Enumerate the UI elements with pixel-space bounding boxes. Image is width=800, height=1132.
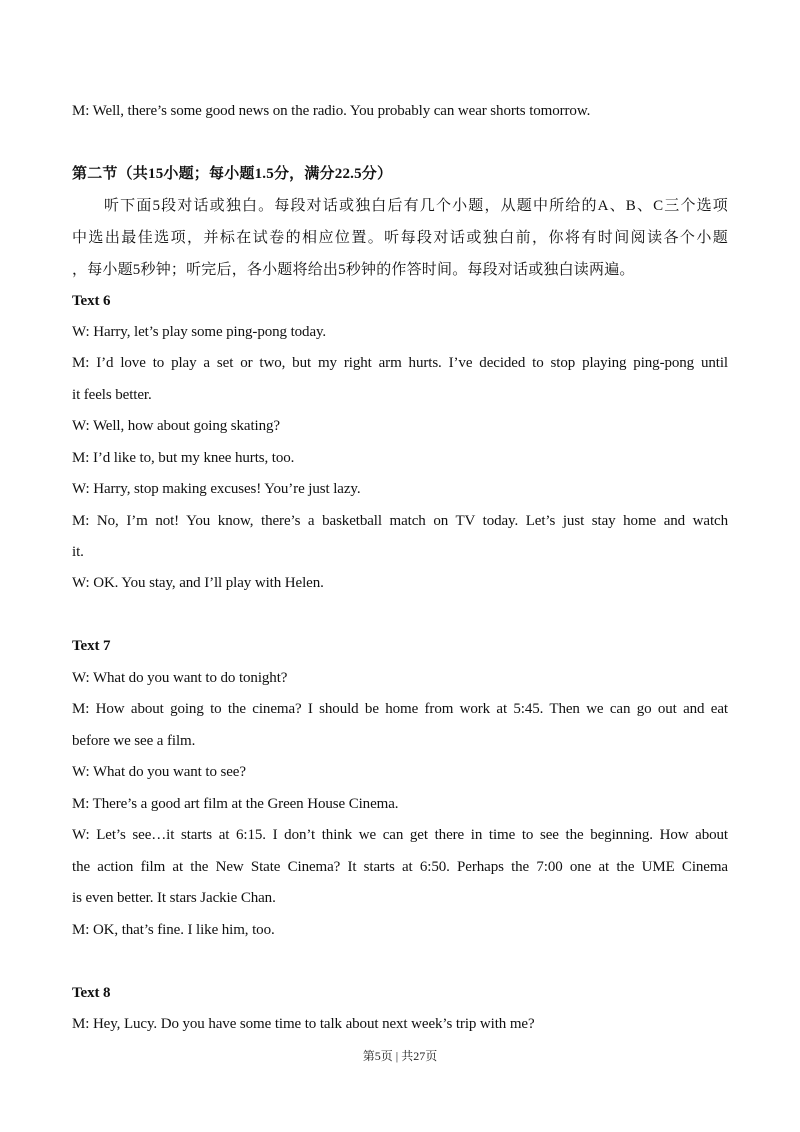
dialogue-line: W: Harry, let’s play some ping-pong today. <box>72 324 327 340</box>
dialogue-line: it feels better. <box>72 387 152 403</box>
dialogue-line: M: How about going to the cinema? I should be home from work at 5:45. Then we can go out and eat <box>72 701 728 717</box>
text-heading: Text 7 <box>72 638 111 654</box>
section-heading: 第二节（共15小题；每小题1.5分，满分22.5分） <box>72 166 393 182</box>
dialogue-line: W: OK. You stay, and I’ll play with Helen. <box>72 575 324 591</box>
dialogue-line: M: Hey, Lucy. Do you have some time to talk about next week’s trip with me? <box>72 1016 535 1032</box>
dialogue-line: W: Well, how about going skating? <box>72 418 280 434</box>
dialogue-line: W: What do you want to do tonight? <box>72 670 288 686</box>
dialogue-line: is even better. It stars Jackie Chan. <box>72 890 276 906</box>
dialogue-line: M: I’d like to, but my knee hurts, too. <box>72 450 295 466</box>
instruction-line: 中选出最佳选项，并标在试卷的相应位置。听每段对话或独白前，你将有时间阅读各个小题 <box>72 230 728 246</box>
dialogue-line: M: OK, that’s fine. I like him, too. <box>72 922 275 938</box>
instruction-line: 听下面5段对话或独白。每段对话或独白后有几个小题，从题中所给的A、B、C三个选项 <box>104 198 728 214</box>
dialogue-line: M: I’d love to play a set or two, but my right arm hurts. I’ve decided to stop playing ping-pong until <box>72 355 728 371</box>
page-footer: 第5页 | 共27页 <box>362 1049 438 1063</box>
dialogue-line: W: What do you want to see? <box>72 764 246 780</box>
text-heading: Text 8 <box>72 985 111 1001</box>
dialogue-line: W: Let’s see…it starts at 6:15. I don’t think we can get there in time to see the beginning. How about <box>72 827 728 843</box>
dialogue-line: before we see a film. <box>72 733 196 749</box>
dialogue-line: M: No, I’m not! You know, there’s a basketball match on TV today. Let’s just stay home and watch <box>72 513 728 529</box>
dialogue-line: W: Harry, stop making excuses! You’re just lazy. <box>72 481 361 497</box>
dialogue-line: M: There’s a good art film at the Green House Cinema. <box>72 796 399 812</box>
dialogue-line: M: Well, there’s some good news on the radio. You probably can wear shorts tomorrow. <box>72 103 591 119</box>
dialogue-line: it. <box>72 544 84 560</box>
dialogue-line: the action film at the New State Cinema? It starts at 6:50. Perhaps the 7:00 one at the UME Cinema <box>72 859 728 875</box>
text-heading: Text 6 <box>72 293 111 309</box>
instruction-line: ，每小题5秒钟；听完后，各小题将给出5秒钟的作答时间。每段对话或独白读两遍。 <box>72 262 635 278</box>
